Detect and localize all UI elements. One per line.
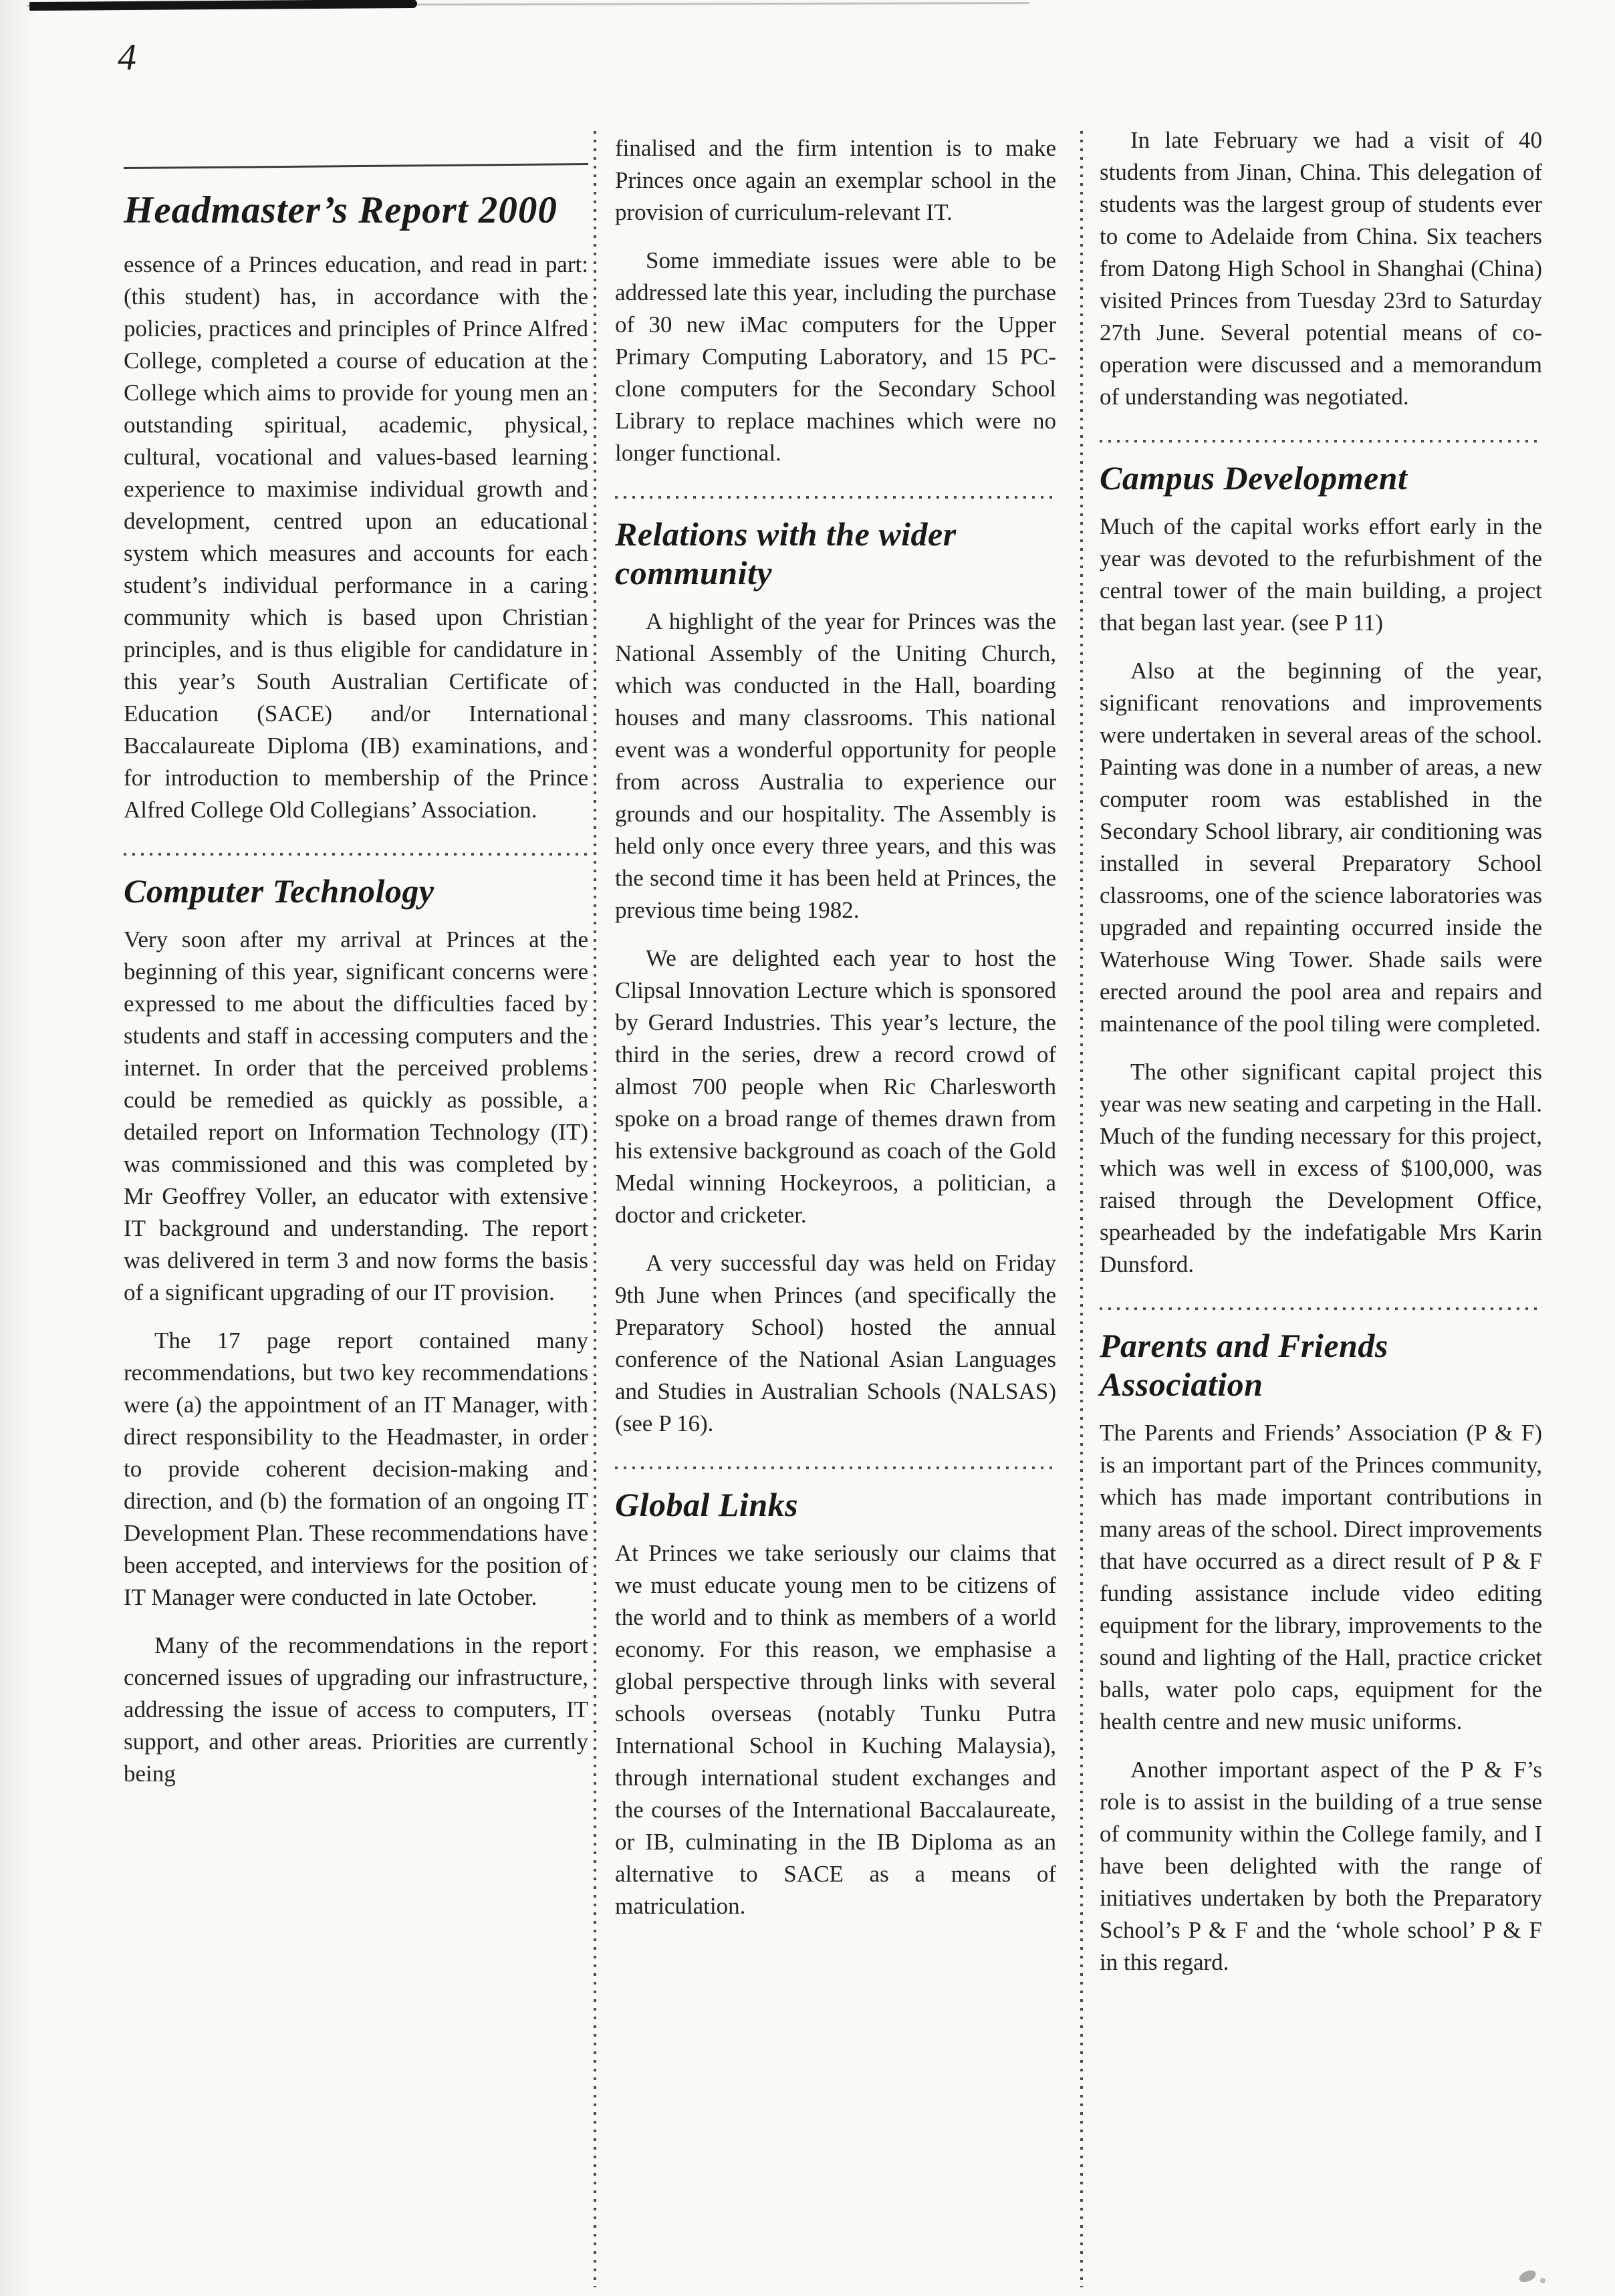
page-number: 4 <box>118 37 136 78</box>
column-right <box>1100 0 1542 1979</box>
body-paragraph: Much of the capital works effort early in the year was devoted to the refurbishment of the central tower of the main building, a project that began last year. (see P 11) <box>1100 513 1542 636</box>
body-paragraph: essence of a Princes education, and read in part: (this student) has, in accordance with the policies, practices and principles of Prince Alfred College, completed a course of education at the College which aims to provide for young men an outstanding spiritual, academic, physical, cultural, vocational and values-based learning experience to maximise individual growth and development, centred upon an educational system which measures and accounts for each student’s individual performance in a caring community which is based upon Christian principles, and is thus eligible for candidature in this year’s South Australian Certificate of Education (SACE) and/or International Baccalaureate Diploma (IB) examinations, and for introduction to membership of the Prince Alfred College Old Collegians’ Association. <box>124 251 588 823</box>
body-paragraph: In late February we had a visit of 40 students from Jinan, China. This delegation of students was the largest group of students ever to come to Adelaide from China. Six teachers from Datong High School in Shanghai (China) visited Princes from Tuesday 23rd to Saturday 27th June. Several potential means of co-operation were discussed and a memorandum of understanding was negotiated. <box>1100 127 1542 410</box>
body-paragraph: We are delighted each year to host the Clipsal Innovation Lecture which is sponsored by Gerard Industries. This year’s lecture, the third in the series, drew a record crowd of almost 700 people when Ric Charlesworth spoke on a broad range of themes drawn from his extensive background as coach of the Gold Medal winning Hockeyroos, a politician, a doctor and cricketer. <box>615 945 1056 1228</box>
section-heading: Computer Technology <box>124 872 434 910</box>
body-paragraph: The Parents and Friends’ Association (P & F) is an important part of the Princes community, which has made important contributions in many areas of the school. Direct improvements that have occurred as a direct result of P & F funding assistance include video editing equipment for the library, improvements to the sound and lighting of the Hall, practice cricket balls, water polo caps, equipment for the health centre and new music uniforms. <box>1100 1420 1542 1735</box>
scan-smudge <box>1517 2269 1537 2283</box>
column-separator-dotted-left <box>594 131 596 2287</box>
dotted-divider <box>615 1466 1056 1469</box>
body-paragraph: Many of the recommendations in the report concerned issues of upgrading our infrastructure, addressing the issue of access to computers, IT support, and other areas. Priorities are currently being <box>124 1632 588 1787</box>
body-paragraph: A highlight of the year for Princes was the National Assembly of the Uniting Church, which was conducted in the Hall, boarding houses and many classrooms. This national event was a wonderful opportunity for people from across Australia to experience our grounds and our hospitality. The Assembly is held only once every three years, and this was the second time it has been held at Princes, the previous time being 1982. <box>615 608 1056 923</box>
section-heading: Relations with the wider community <box>615 515 957 592</box>
body-paragraph: The other significant capital project this year was new seating and carpeting in the Hall. Much of the funding necessary for this project, which was well in excess of $100,000, was raised through the Development Office, spearheaded by the indefatigable Mrs Karin Dunsford. <box>1100 1059 1542 1277</box>
scan-smudge-dot <box>1540 2278 1545 2283</box>
scan-edge-shadow <box>0 0 36 2296</box>
column-separator-dotted-right <box>1080 131 1083 2287</box>
body-paragraph: Some immediate issues were able to be addressed late this year, including the purchase of 30 new iMac computers for the Upper Primary Computing Laboratory, and 15 PC-clone computers for the Secondary School Library to replace machines which were no longer functional. <box>615 247 1056 466</box>
body-paragraph: The 17 page report contained many recommendations, but two key recommendations were (a) the appointment of an IT Manager, with direct responsibility to the Headmaster, in order to provide coherent decision-making and direction, and (b) the formation of an ongoing IT Development Plan. These recommendations have been accepted, and interviews for the position of IT Manager were conducted in late October. <box>124 1327 588 1610</box>
dotted-divider <box>124 853 588 856</box>
body-paragraph: Another important aspect of the P & F’s role is to assist in the building of a true sense of community within the College family, and I have been delighted with the range of initiatives undertaken by both the Preparatory School’s P & F and the ‘whole school’ P & F in this regard. <box>1100 1757 1542 1975</box>
section-heading: Parents and Friends Association <box>1100 1327 1388 1403</box>
body-paragraph: Also at the beginning of the year, significant renovations and improvements were undertaken in several areas of the school. Painting was done in a number of areas, a new computer room was established in the Secondary School library, air conditioning was installed in several Preparatory School classrooms, one of the science laboratories was upgraded and repainting occurred inside the Waterhouse Wing Tower. Shade sails were erected around the pool area and repairs and maintenance of the pool tiling were completed. <box>1100 658 1542 1037</box>
body-paragraph: finalised and the firm intention is to make Princes once again an exemplar school in the provision of curriculum-relevant IT. <box>615 135 1056 225</box>
report-title: Headmaster’s Report 2000 <box>124 189 557 231</box>
section-heading: Global Links <box>615 1486 799 1523</box>
body-paragraph: A very successful day was held on Friday 9th June when Princes (and specifically the Preparatory School) hosted the annual conference of the National Asian Languages and Studies in Australian Schools (NALSAS) (see P 16). <box>615 1250 1056 1436</box>
body-paragraph: At Princes we take seriously our claims that we must educate young men to be citizens of the world and to think as members of a world economy. For this reason, we emphasise a global perspective through links with several schools overseas (notably Tunku Putra International School in Kuching Malaysia), through international student exchanges and the courses of the International Baccalaureate, or IB, culminating in the IB Diploma as an alternative to SACE as a means of matriculation. <box>615 1540 1056 1919</box>
dotted-divider <box>1100 440 1542 442</box>
body-paragraph: Very soon after my arrival at Princes at the beginning of this year, significant concerns were expressed to me about the difficulties faced by students and staff in accessing computers and the internet. In order that the perceived problems could be remedied as quickly as possible, a detailed report on Information Technology (IT) was commissioned and this was completed by Mr Geoffrey Voller, an educator with extensive IT background and understanding. The report was delivered in term 3 and now forms the basis of a significant upgrading of our IT provision. <box>124 926 588 1305</box>
column-left <box>124 0 588 1790</box>
dotted-divider <box>615 496 1056 499</box>
dotted-divider <box>1100 1307 1542 1310</box>
masthead-rule <box>124 163 588 169</box>
section-heading: Campus Development <box>1100 459 1408 497</box>
column-middle <box>615 0 1056 1922</box>
